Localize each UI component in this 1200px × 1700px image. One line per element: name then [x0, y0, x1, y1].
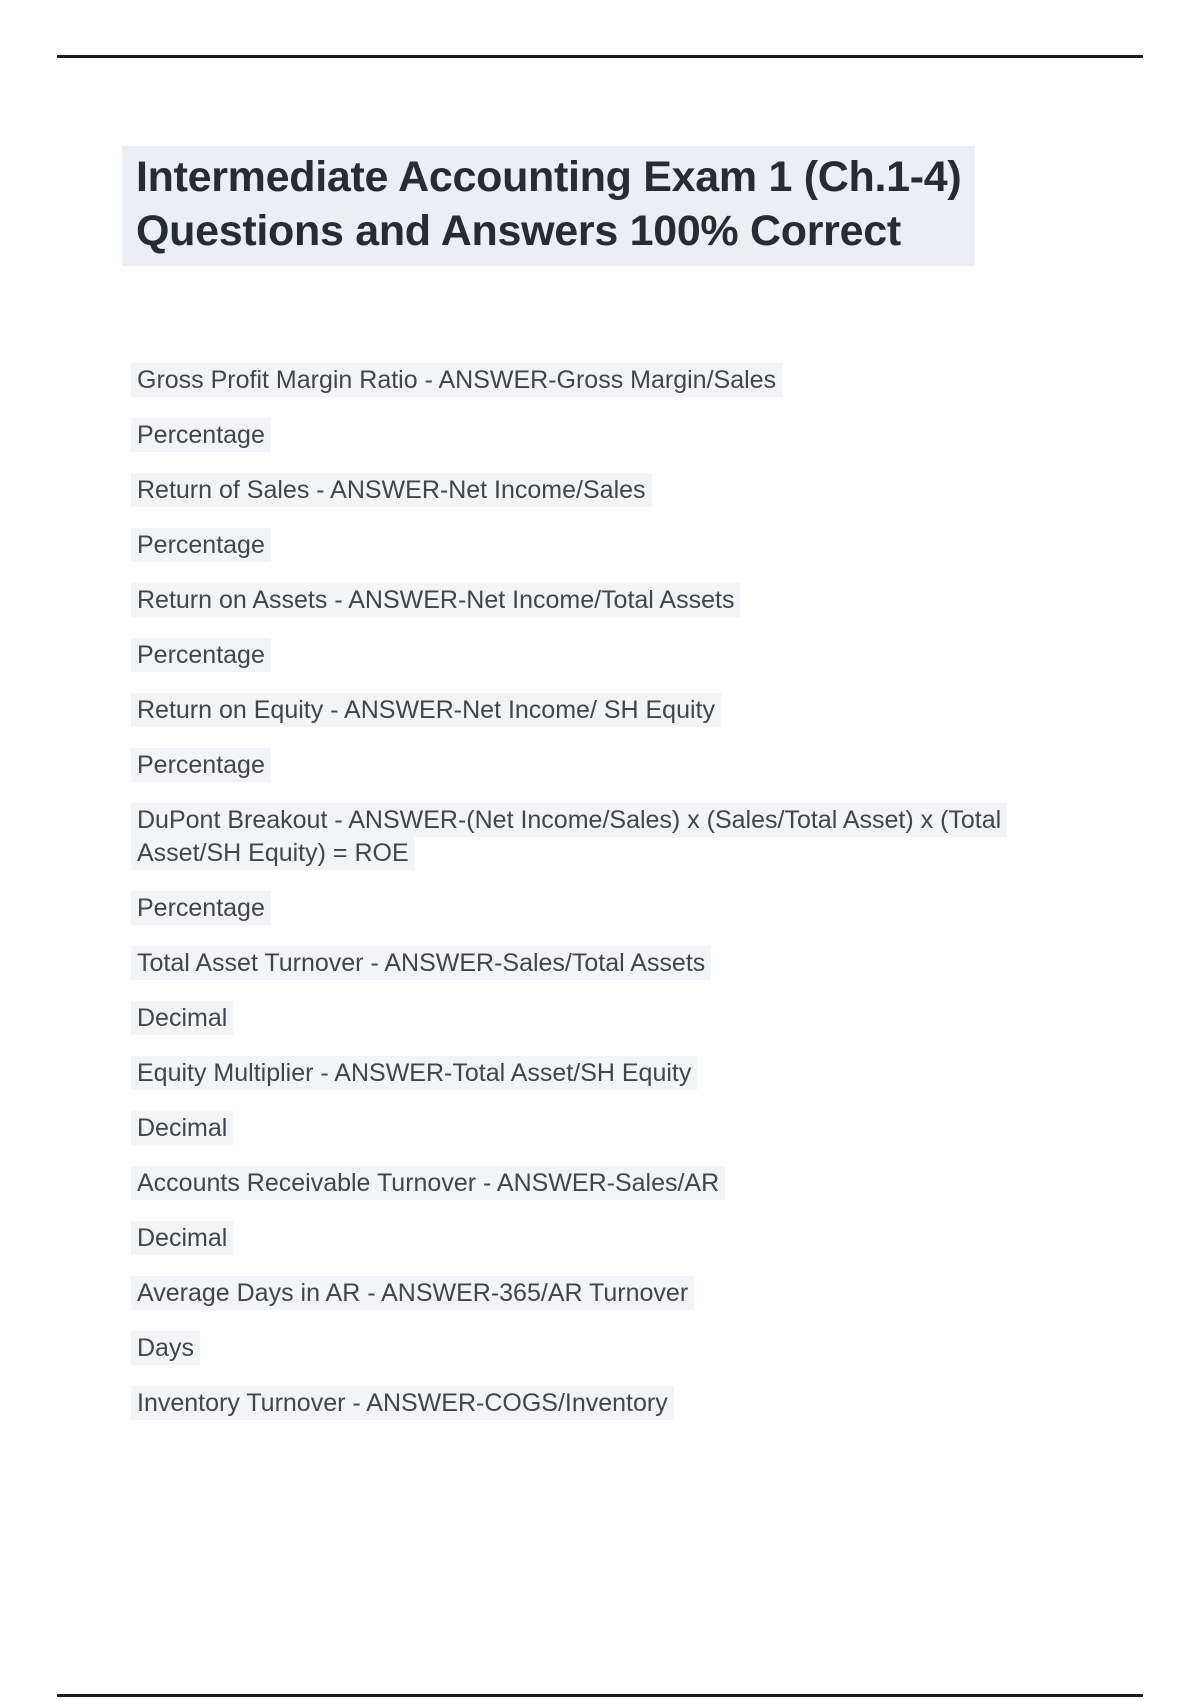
qa-line-text: Percentage [131, 418, 271, 452]
page-title-line-2: Questions and Answers 100% Correct [136, 207, 901, 255]
qa-line [131, 804, 1071, 870]
bottom-rule [57, 1694, 1143, 1697]
qa-line-text: Return on Assets - ANSWER-Net Income/Total Assets [131, 583, 740, 617]
qa-line [131, 1222, 1071, 1255]
qa-line [131, 1002, 1071, 1035]
qa-line-text: Percentage [131, 638, 271, 672]
qa-line [131, 419, 1071, 452]
qa-line-text: Days [131, 1331, 200, 1365]
qa-line [131, 1277, 1071, 1310]
qa-line [131, 364, 1071, 397]
qa-line [131, 947, 1071, 980]
qa-list [131, 364, 1071, 1442]
qa-line [131, 1332, 1071, 1365]
qa-line-text: Total Asset Turnover - ANSWER-Sales/Total Assets [131, 946, 711, 980]
top-rule [57, 55, 1143, 58]
qa-line-text: Percentage [131, 891, 271, 925]
qa-line-text: Return on Equity - ANSWER-Net Income/ SH Equity [131, 693, 721, 727]
qa-line [131, 1387, 1071, 1420]
qa-line-text: Gross Profit Margin Ratio - ANSWER-Gross Margin/Sales [131, 363, 782, 397]
qa-line [131, 474, 1071, 507]
qa-line-text: Accounts Receivable Turnover - ANSWER-Sales/AR [131, 1166, 725, 1200]
qa-line-text: Average Days in AR - ANSWER-365/AR Turnover [131, 1276, 694, 1310]
qa-line-text: Decimal [131, 1001, 233, 1035]
qa-line [131, 694, 1071, 727]
qa-line [131, 529, 1071, 562]
qa-line-text: DuPont Breakout - ANSWER-(Net Income/Sales) x (Sales/Total Asset) x (Total Asset/SH Equity) = ROE [131, 803, 1007, 870]
qa-line [131, 1167, 1071, 1200]
qa-line-text: Return of Sales - ANSWER-Net Income/Sales [131, 473, 652, 507]
qa-line [131, 1057, 1071, 1090]
qa-line [131, 1112, 1071, 1145]
qa-line-text: Inventory Turnover - ANSWER-COGS/Inventory [131, 1386, 674, 1420]
qa-line [131, 892, 1071, 925]
qa-line-text: Decimal [131, 1111, 233, 1145]
qa-line-text: Percentage [131, 528, 271, 562]
qa-line-text: Percentage [131, 748, 271, 782]
page-title-line-1: Intermediate Accounting Exam 1 (Ch.1-4) [136, 153, 962, 201]
qa-line [131, 749, 1071, 782]
qa-line [131, 584, 1071, 617]
qa-line-text: Equity Multiplier - ANSWER-Total Asset/SH Equity [131, 1056, 697, 1090]
page-title [122, 146, 975, 266]
qa-line [131, 639, 1071, 672]
qa-line-text: Decimal [131, 1221, 233, 1255]
